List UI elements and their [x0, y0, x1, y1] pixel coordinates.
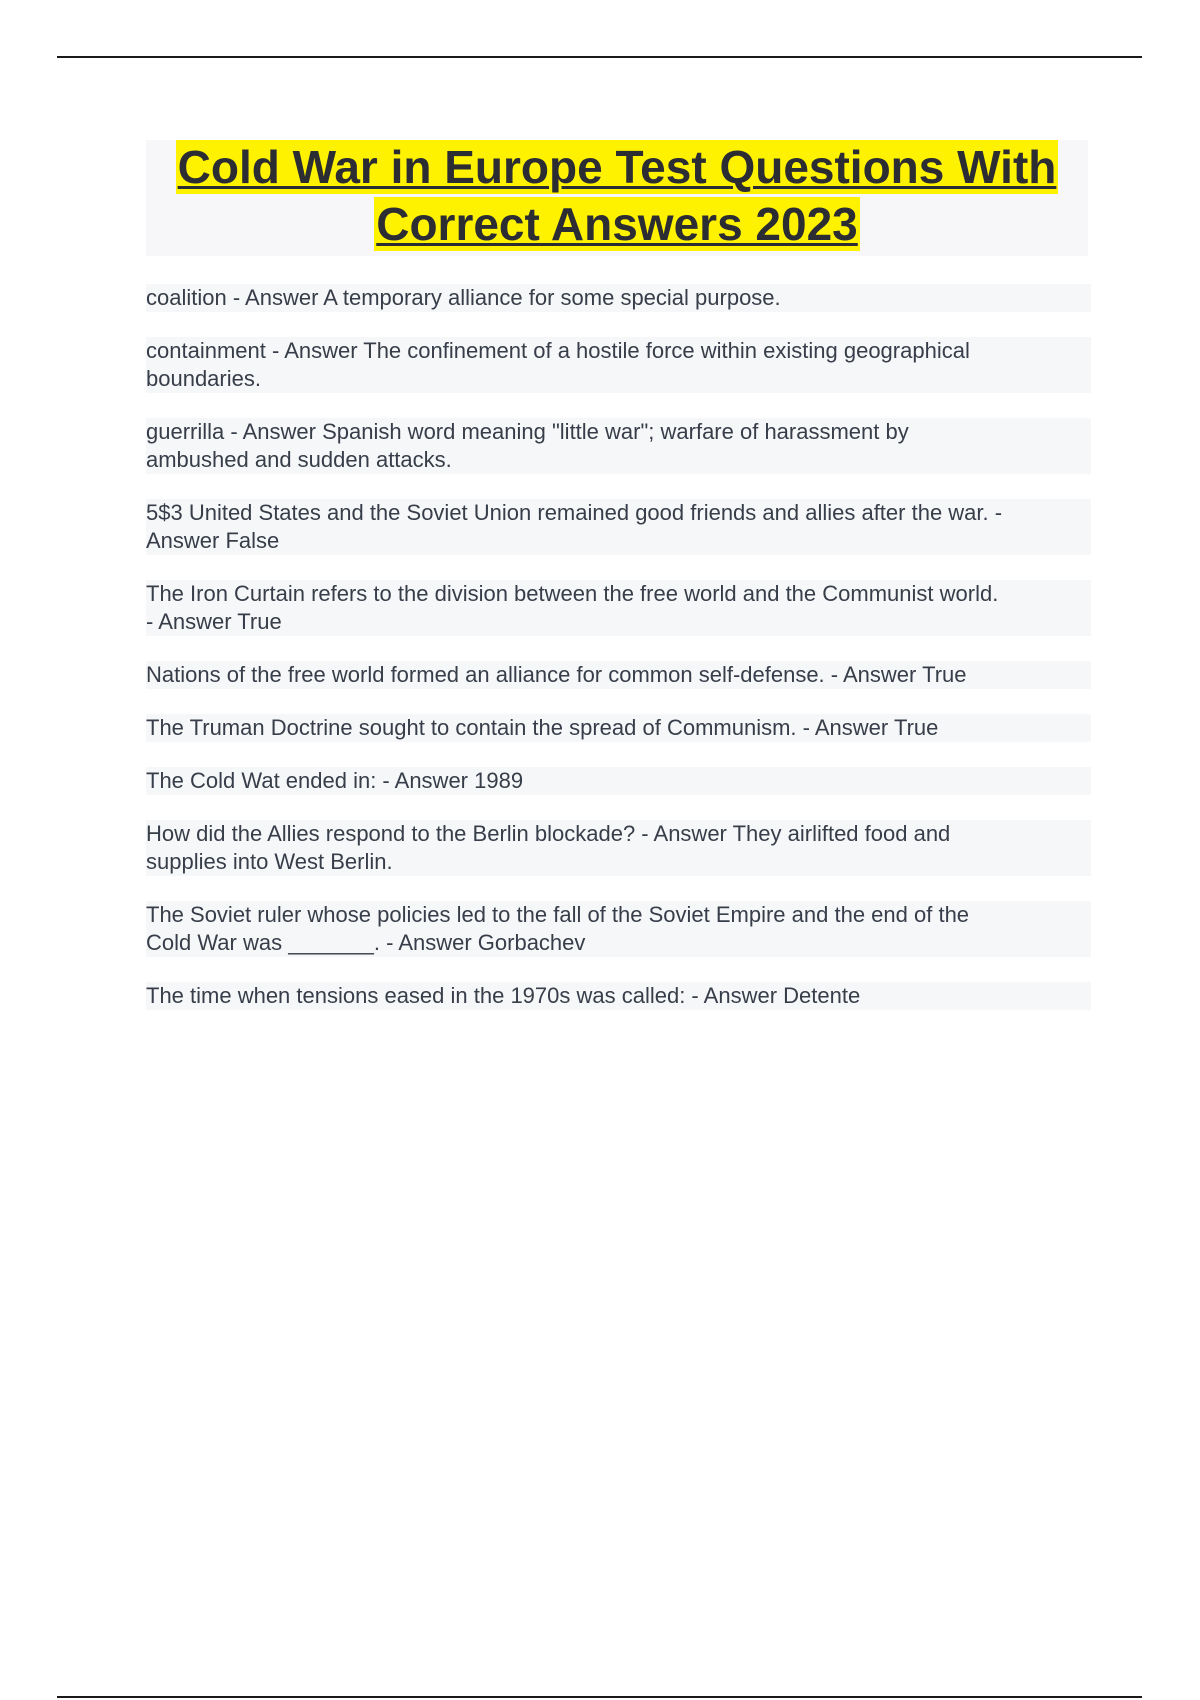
- qa-item: [146, 580, 1091, 636]
- title-block: [146, 140, 1088, 256]
- qa-line-continued: Answer False: [146, 528, 280, 553]
- page-title-line-1: Cold War in Europe Test Questions With: [177, 141, 1057, 193]
- top-rule: [57, 56, 1142, 58]
- qa-item: [146, 661, 1091, 689]
- qa-line: The Truman Doctrine sought to contain the spread of Communism. - Answer True: [146, 715, 939, 740]
- qa-line-continued: ambushed and sudden attacks.: [146, 447, 452, 472]
- qa-line-continued: supplies into West Berlin.: [146, 849, 393, 874]
- qa-line: How did the Allies respond to the Berlin blockade? - Answer They airlifted food and: [146, 821, 951, 846]
- qa-item: [146, 499, 1091, 555]
- qa-item: [146, 337, 1091, 393]
- qa-line: 5$3 United States and the Soviet Union remained good friends and allies after the war. -: [146, 500, 1003, 525]
- qa-line: The time when tensions eased in the 1970s was called: - Answer Detente: [146, 983, 861, 1008]
- qa-item: [146, 767, 1091, 795]
- qa-line-continued: Cold War was _______. - Answer Gorbachev: [146, 930, 586, 955]
- qa-item: [146, 982, 1091, 1010]
- qa-item: [146, 820, 1091, 876]
- question-answer-list: [146, 284, 1091, 1010]
- qa-item: [146, 418, 1091, 474]
- qa-line-continued: - Answer True: [146, 609, 282, 634]
- qa-line: The Iron Curtain refers to the division between the free world and the Communist world.: [146, 581, 999, 606]
- qa-item: [146, 901, 1091, 957]
- qa-line: The Cold Wat ended in: - Answer 1989: [146, 768, 524, 793]
- qa-line: guerrilla - Answer Spanish word meaning "little war"; warfare of harassment by: [146, 419, 909, 444]
- qa-line: The Soviet ruler whose policies led to the fall of the Soviet Empire and the end of the: [146, 902, 970, 927]
- page-title-line-2: Correct Answers 2023: [376, 198, 858, 250]
- qa-line-continued: boundaries.: [146, 366, 261, 391]
- qa-item: [146, 714, 1091, 742]
- qa-line: coalition - Answer A temporary alliance for some special purpose.: [146, 285, 781, 310]
- bottom-rule: [57, 1696, 1142, 1698]
- qa-line: containment - Answer The confinement of a hostile force within existing geographical: [146, 338, 970, 363]
- qa-item: [146, 284, 1091, 312]
- qa-line: Nations of the free world formed an alliance for common self-defense. - Answer True: [146, 662, 967, 687]
